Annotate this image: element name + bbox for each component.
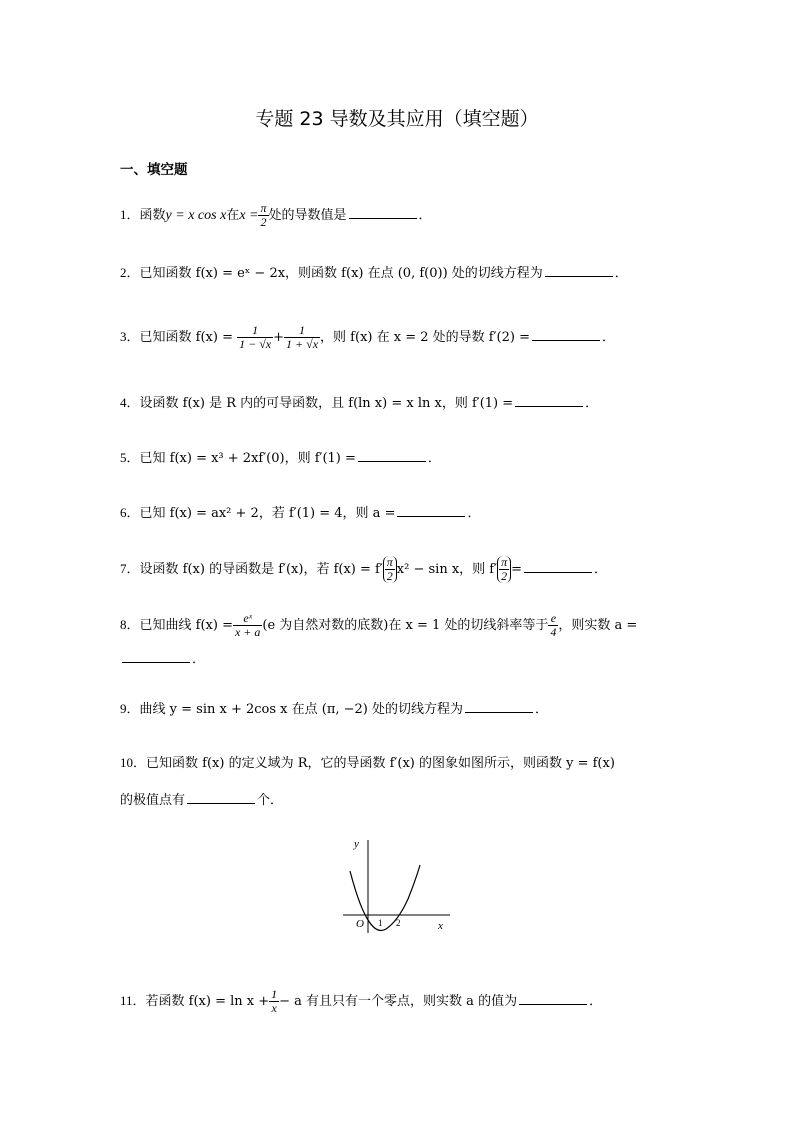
y-axis-label: y (354, 838, 359, 850)
answer-blank[interactable] (519, 990, 587, 1005)
question-9: 9．曲线 y = sin x + 2cos x 在点 (π, −2) 处的切线方程为 ． (120, 698, 680, 720)
answer-blank[interactable] (349, 204, 417, 219)
answer-blank[interactable] (465, 698, 533, 713)
answer-blank[interactable] (358, 447, 426, 462)
question-1: 1．函数y = x cos x在x = $\frac{\pi}{2}$ 处的导数值是 ． (120, 201, 432, 229)
question-11: 11．若函数 f(x) = ln x + $\frac{1}{x}$ − a 有且只有一个零点，则实数 a 的值为 ． (120, 987, 603, 1015)
answer-blank[interactable] (515, 392, 583, 407)
question-2: 2．已知函数 f(x) = eˣ − 2x，则函数 f(x) 在点 (0, f(0)) 处的切线方程为 ． (120, 262, 680, 284)
tick-2-label: 2 (396, 918, 401, 928)
page-title: 专题 23 导数及其应用（填空题） (255, 108, 539, 130)
question-5: 5．已知 f(x) = x³ + 2xf′(0)，则 f′(1) = ． (120, 447, 680, 469)
answer-blank[interactable] (122, 648, 190, 663)
answer-blank[interactable] (545, 262, 613, 277)
question-4: 4．设函数 f(x) 是 R 内的可导函数，且 f(ln x) = x ln x，则 f′(1) = ． (120, 392, 680, 414)
question-8-blank-line: ． (120, 648, 680, 670)
tick-1-label: 1 (378, 918, 383, 928)
x-axis-label: x (438, 920, 443, 932)
question-8: 8．已知曲线 f(x) = $\frac{\text{eˣ}}{x + a}$ (e 为自然对数的底数)在 x = 1 处的切线斜率等于 $\frac{e}{4}$ ，则实数 a = (120, 611, 638, 639)
question-6: 6．已知 f(x) = ax² + 2，若 f′(1) = 4，则 a = ． (120, 502, 680, 524)
question-7: 7．设函数 f(x) 的导函数是 f′(x)，若 f(x) = f′ $\frac{\pi}{2}$ x² − sin x，则 f′ $\frac{\pi}{2}$ = ． (120, 555, 607, 583)
answer-blank[interactable] (187, 789, 255, 804)
section-heading: 一、填空题 (120, 162, 188, 178)
question-3: 3．已知函数 f(x) = $\frac{1}{1 - √x}$ + $\frac{1}{1 + √x}$ ，则 f(x) 在 x = 2 处的导数 f′(2) = ． (120, 323, 615, 351)
origin-label: O (356, 918, 364, 930)
answer-blank[interactable] (524, 558, 592, 573)
question-10: 10．已知函数 f(x) 的定义域为 R，它的导函数 f′(x) 的图象如图所示，则函数 y = f(x) (120, 755, 615, 771)
derivative-graph (338, 835, 458, 935)
question-10-line2: 的极值点有 个． (120, 789, 680, 811)
answer-blank[interactable] (397, 502, 465, 517)
answer-blank[interactable] (532, 326, 600, 341)
